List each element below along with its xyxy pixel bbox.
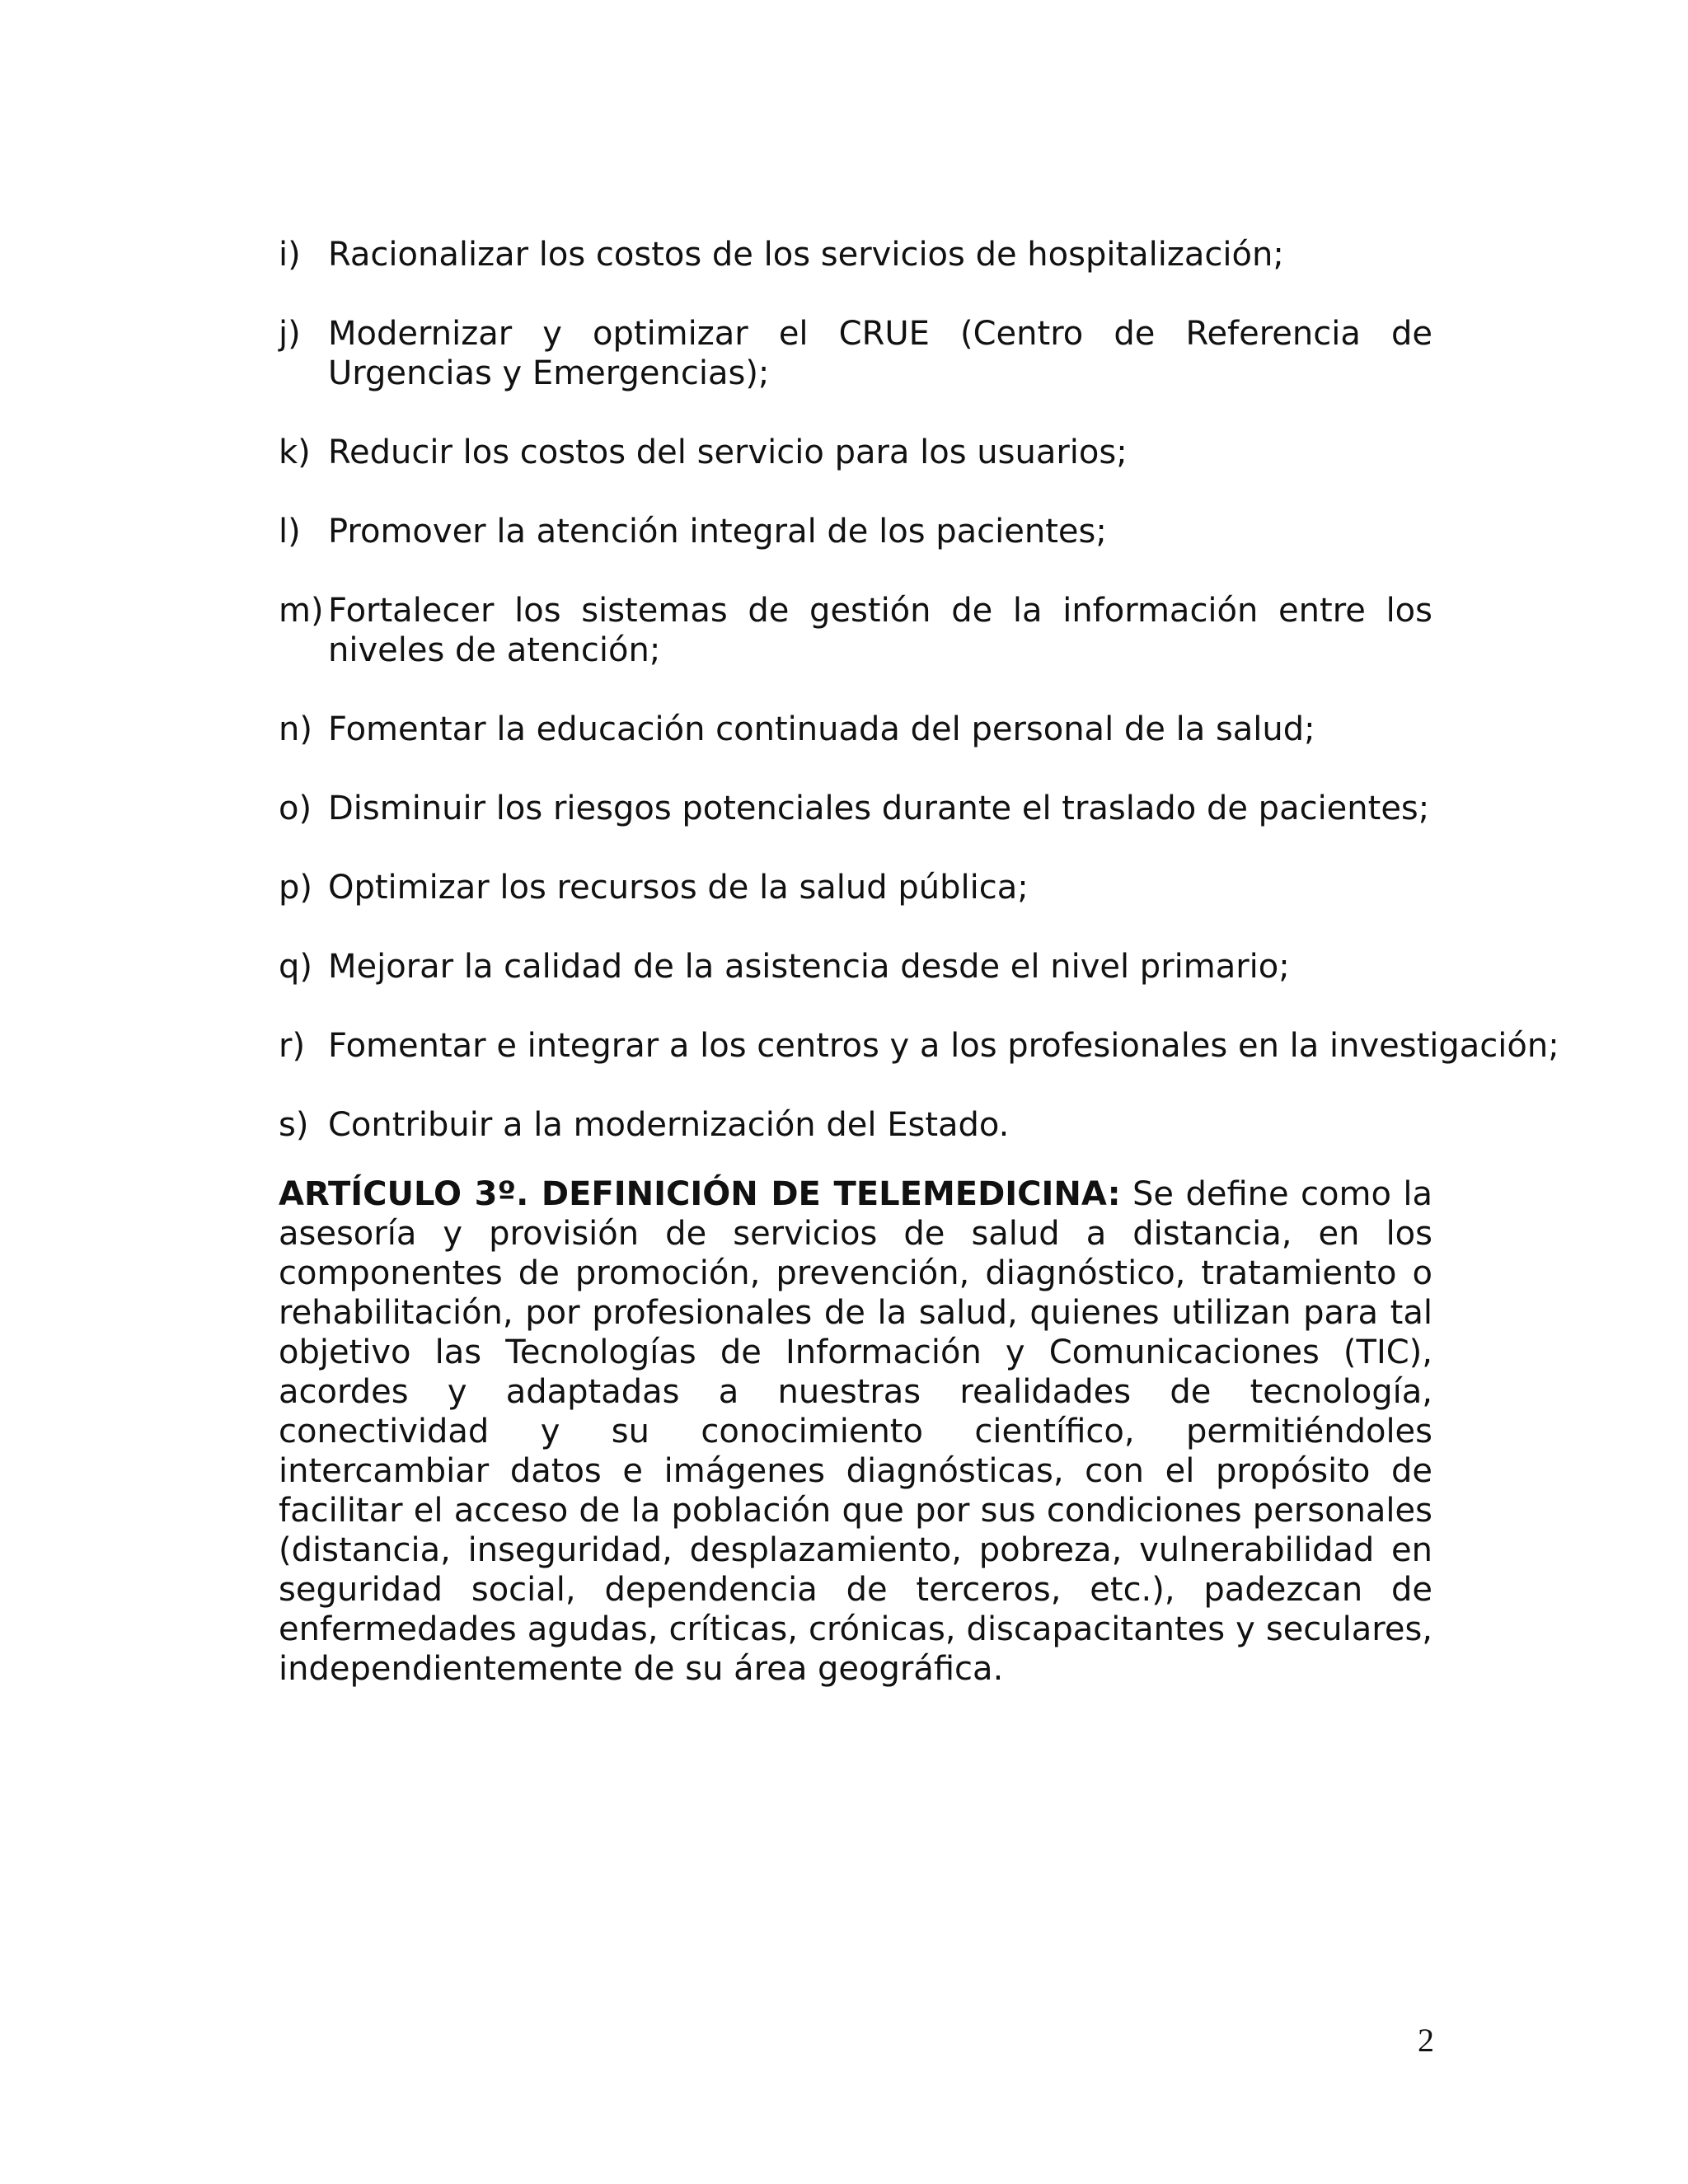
list-item-text: Reducir los costos del servicio para los usuarios; bbox=[328, 434, 1128, 471]
list-marker: k) bbox=[279, 434, 311, 471]
list-item-text: Promover la atención integral de los pacientes; bbox=[328, 513, 1107, 551]
list-marker: n) bbox=[279, 710, 312, 748]
list-item-text: Fomentar e integrar a los centros y a los profesionales en la investigación; bbox=[328, 1027, 1559, 1065]
list-item-m bbox=[279, 591, 1432, 670]
list-item-text: Mejorar la calidad de la asistencia desde el nivel primario; bbox=[328, 948, 1290, 986]
list-item-o bbox=[279, 789, 1432, 828]
list-item-i bbox=[279, 235, 1432, 274]
list-item-n bbox=[279, 710, 1432, 749]
list-marker: r) bbox=[279, 1027, 306, 1065]
article-body: Se define como la asesoría y provisión de servicios de salud a distancia, en los componentes de promoción, prevención, diagnóstico, tratamiento o rehabilitación, por profesionales de la salud, quienes utilizan para tal objetivo las Tecnologías de Información y Comunicaciones (TIC), acordes y adaptadas a nuestras realidades de tecnología, conectividad y su conocimiento científico, permitiéndoles intercambiar datos e imágenes diagnósticas, con el propósito de facilitar el acceso de la población que por sus condiciones personales (distancia, inseguridad, desplazamiento, pobreza, vulnerabilidad en seguridad social, dependencia de terceros, etc.), padezcan de enfermedades agudas, críticas, crónicas, discapacitantes y seculares, independientemente de su área geográfica. bbox=[279, 1175, 1432, 1688]
list-marker: i) bbox=[279, 236, 301, 274]
list-item-text: Contribuir a la modernización del Estado. bbox=[328, 1106, 1010, 1144]
list-item-p bbox=[279, 868, 1432, 907]
list-item-s bbox=[279, 1105, 1432, 1145]
list-marker: p) bbox=[279, 869, 312, 907]
list-marker: m) bbox=[279, 592, 324, 630]
article-heading: ARTÍCULO 3º. DEFINICIÓN DE TELEMEDICINA: bbox=[279, 1175, 1121, 1213]
list-item-l bbox=[279, 512, 1432, 551]
list-item-text: Optimizar los recursos de la salud pública; bbox=[328, 869, 1029, 907]
list-item-text: Racionalizar los costos de los servicios de hospitalización; bbox=[328, 236, 1284, 274]
page-number: 2 bbox=[1418, 2022, 1434, 2059]
list-marker: s) bbox=[279, 1106, 309, 1144]
list-marker: q) bbox=[279, 948, 312, 986]
list-item-text: Disminuir los riesgos potenciales durante el traslado de pacientes; bbox=[328, 790, 1430, 827]
list-marker: o) bbox=[279, 790, 312, 827]
list-item-text: Modernizar y optimizar el CRUE (Centro de Referencia de Urgencias y Emergencias); bbox=[328, 315, 1432, 392]
article-paragraph bbox=[279, 1174, 1432, 1689]
list-item-q bbox=[279, 947, 1432, 987]
list-marker: j) bbox=[279, 315, 301, 353]
list-marker: l) bbox=[279, 513, 301, 551]
list-item-text: Fomentar la educación continuada del personal de la salud; bbox=[328, 710, 1315, 748]
list-item-r bbox=[279, 1026, 1559, 1066]
list-item-text: Fortalecer los sistemas de gestión de la información entre los niveles de atención; bbox=[328, 592, 1432, 669]
list-item-j bbox=[279, 314, 1432, 393]
list-item-k bbox=[279, 433, 1432, 472]
